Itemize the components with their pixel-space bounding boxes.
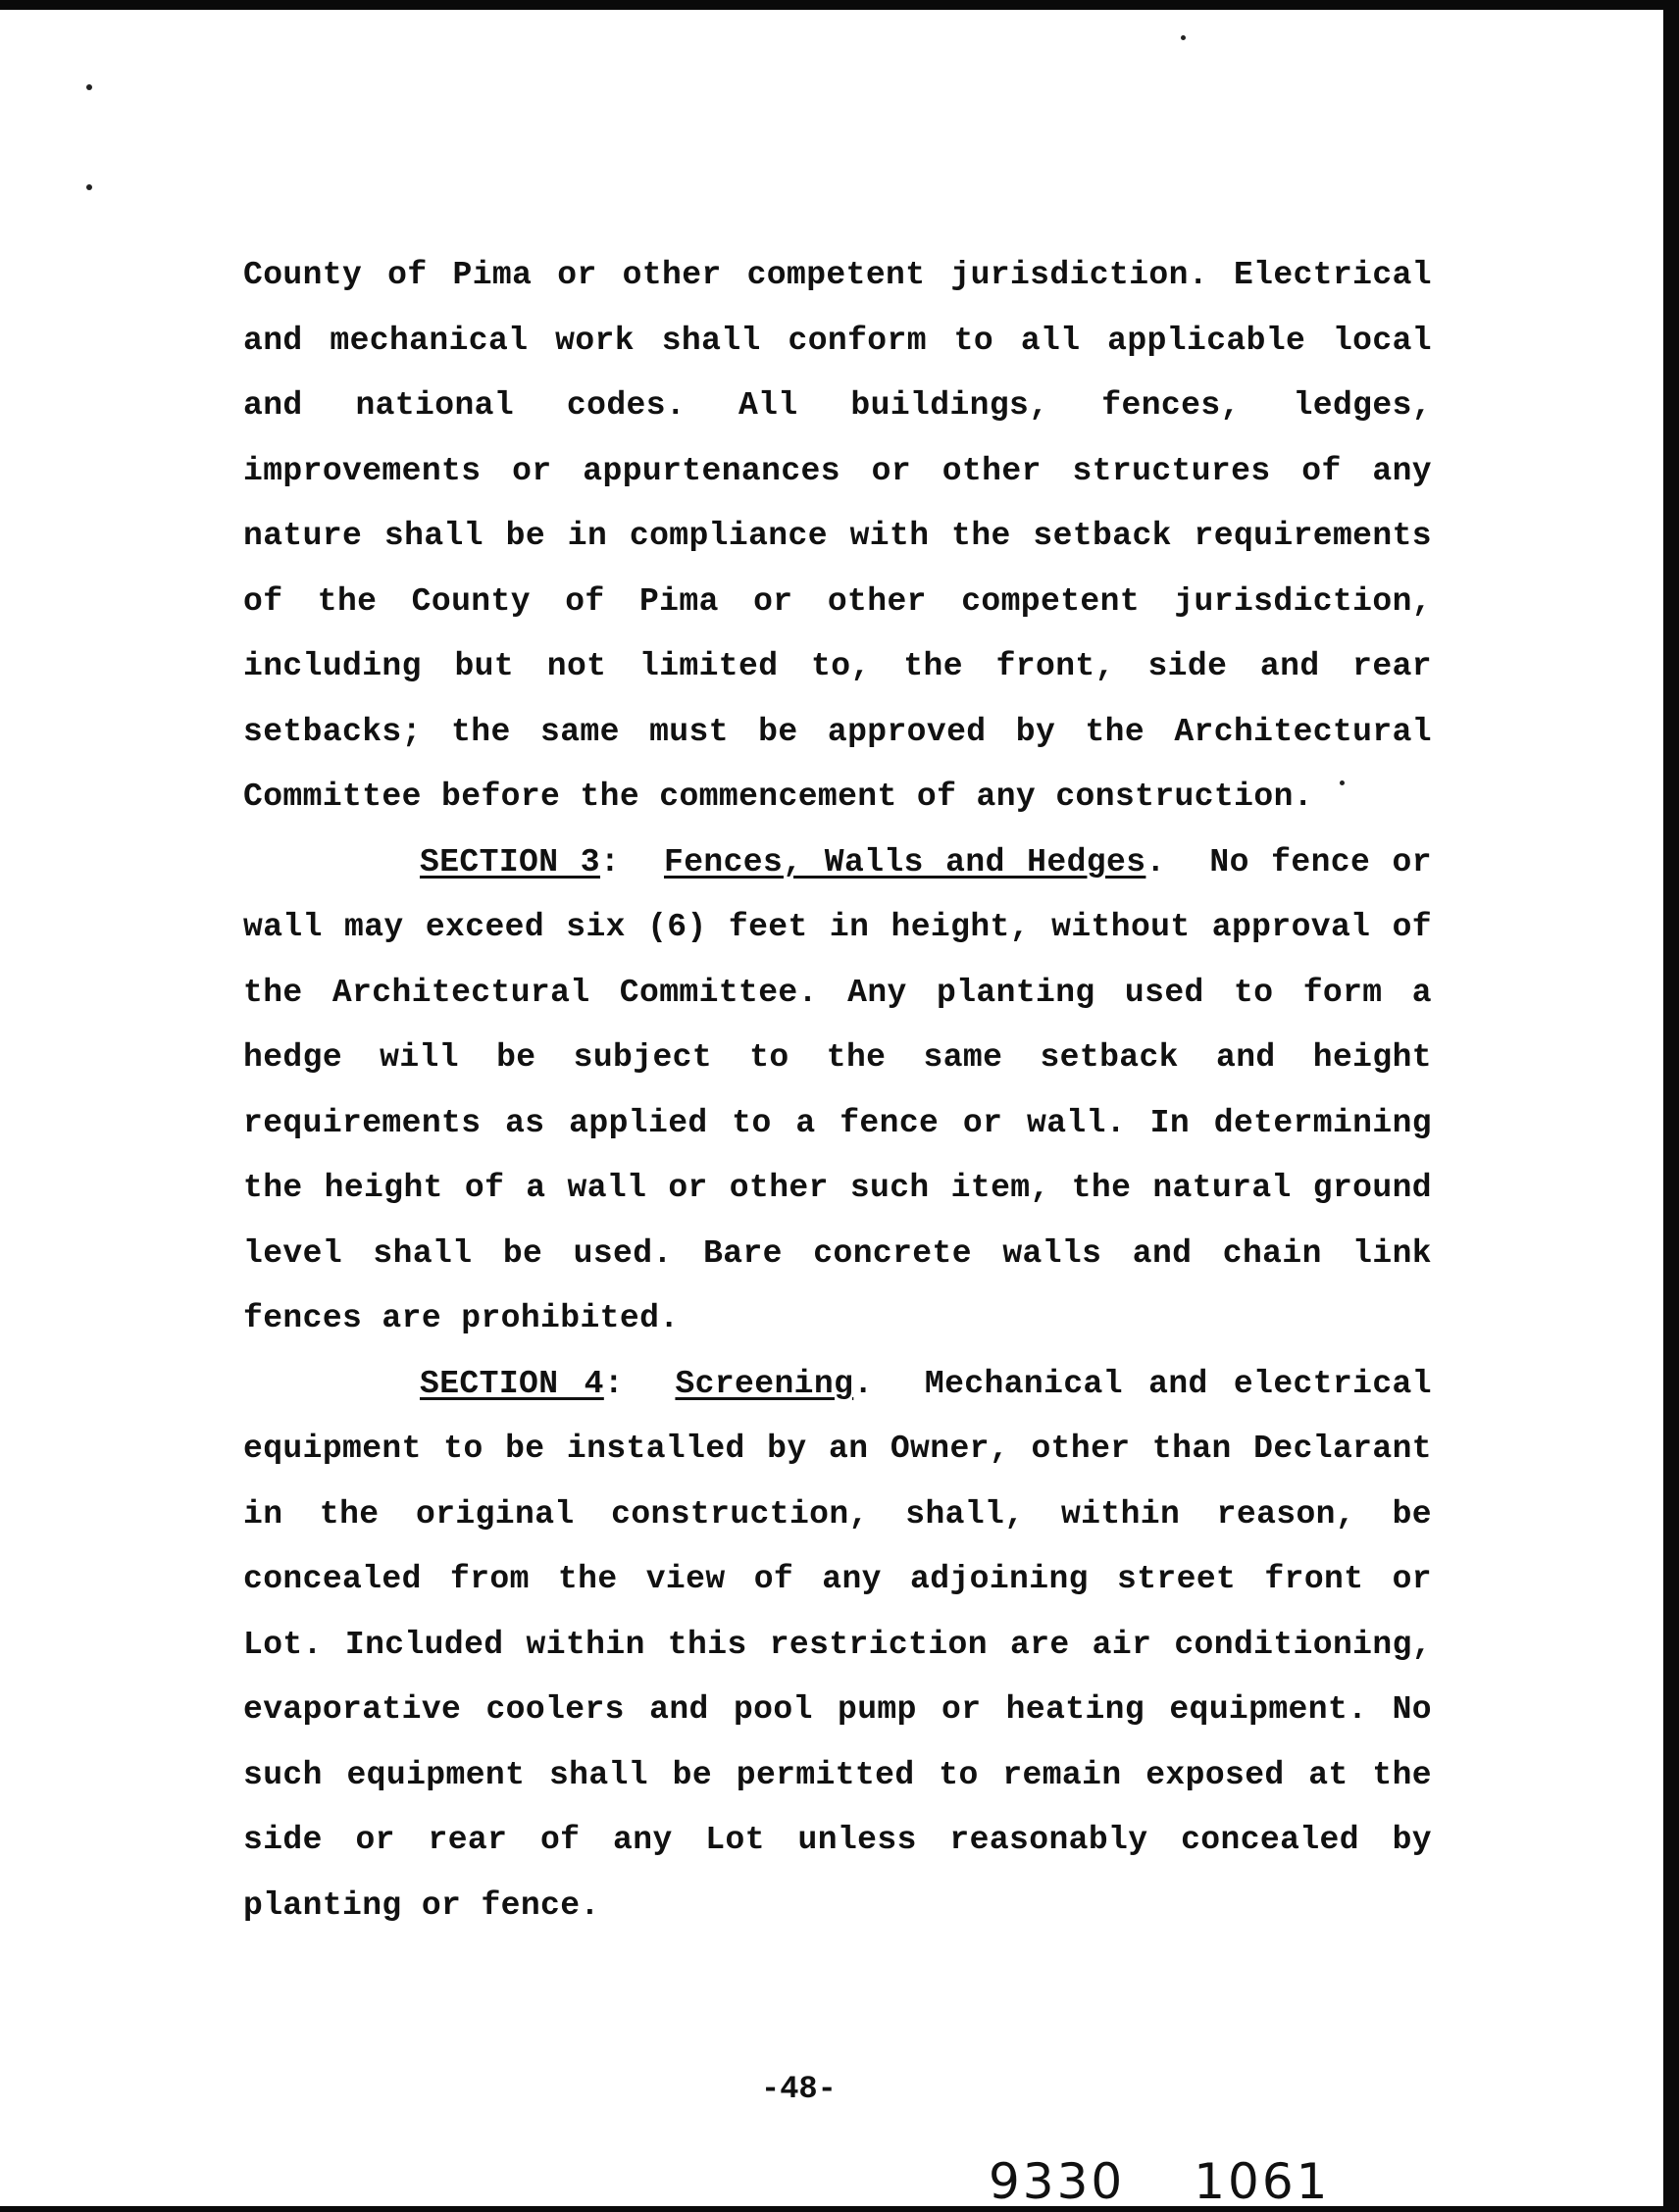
document-body (243, 243, 1432, 1938)
section-label: SECTION 3 (420, 843, 601, 880)
scan-border-top (0, 0, 1679, 10)
paragraph-text: No fence or wall may exceed six (6) feet in height, without approval of the Architectural Committee. Any planting used to form a hedge will be subject to the same setback and height requirements as applied to a fence or wall. In determining the height of a wall or other such item, the natural ground level shall be used. Bare concrete walls and chain link fences are prohibited. (243, 843, 1432, 1336)
section-heading: Screening (675, 1365, 854, 1402)
scan-speck (86, 84, 92, 90)
paragraph-text: County of Pima or other competent jurisdiction. Electrical and mechanical work shall conform to all applicable local and national codes. All buildings, fences, ledges, improvements or appurtenances or other structures of any nature shall be in compliance with the setback requirements of the County of Pima or other competent jurisdiction, including but not limited to, the front, side and rear setbacks; the same must be approved by the Architectural Committee before the commencement of any construction. (243, 257, 1432, 815)
scan-speck (86, 184, 92, 190)
page-number: -48- (761, 2071, 837, 2107)
paragraph-intro (243, 243, 1432, 830)
paragraph-text: Mechanical and electrical equipment to be installed by an Owner, other than Declarant in the original construction, shall, within reason, be concealed from the view of any adjoining street front or Lot. Included within this restriction are air conditioning, evaporative coolers and pool pump or heating equipment. No such equipment shall be permitted to remain exposed at the side or rear of any Lot unless reasonably concealed by planting or fence. (243, 1365, 1432, 1924)
paragraph-section-4: SECTION 4: Screening. Mechanical and electrical equipment to be installed by an Owner, other than Declarant in the original construction, shall, within reason, be concealed from the view of any adjoining street front or Lot. Included within this restriction are air conditioning, evaporative coolers and pool pump or heating equipment. No such equipment shall be permitted to remain exposed at the side or rear of any Lot unless reasonably concealed by planting or fence. (243, 1365, 1432, 1924)
section-label: SECTION 4 (420, 1365, 604, 1402)
section-heading: Fences, Walls and Hedges (663, 843, 1146, 880)
scan-border-right (1663, 0, 1679, 2212)
paragraph-section-3: SECTION 3: Fences, Walls and Hedges. No fence or wall may exceed six (6) feet in height, without approval of the Architectural Committee. Any planting used to form a hedge will be subject to the same setback and height requirements as applied to a fence or wall. In determining the height of a wall or other such item, the natural ground level shall be used. Bare concrete walls and chain link fences are prohibited. (243, 843, 1432, 1336)
recording-book: 9330 (989, 2153, 1126, 2210)
scan-border-bottom (0, 2206, 1679, 2212)
scan-speck (1181, 35, 1186, 40)
recording-number (989, 2153, 1331, 2210)
recording-page: 1061 (1194, 2153, 1331, 2210)
